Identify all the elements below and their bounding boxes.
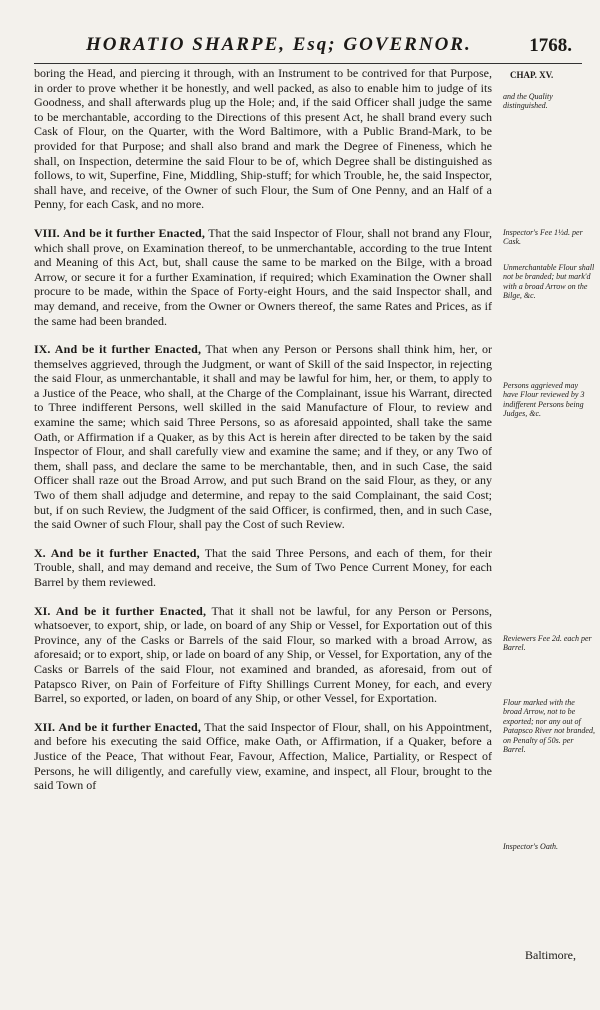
header-rule (34, 63, 582, 64)
body-text (34, 66, 492, 807)
paragraph-text: That the said Three Persons, and each of them, for their Trouble, shall, and may demand and receive, the Sum of Two Pence Current Money, for each Barrel by them reviewed. (34, 545, 493, 589)
section-number: X. (34, 545, 46, 560)
paragraph-text: That when any Person or Persons shall think him, her, or themselves aggrieved, through the Judgment, or want of Skill of the said Inspector, in rejecting the said Flour, as unmerchantable, it shall and may be lawful for him, her, or them, to apply to a Justice of the Peace, who shall, at the Charge of the Complainant, issue his Warrant, directed to Three indifferent Persons, well skilled in the said Manufacture of Flour, to review and examine the same; which said Three Persons, so as aforesaid appointed, shall take the same Oath, or Affirmation if a Quaker, as by this Act is herein after directed to be taken by the said Inspector of Flour, and shall carefully view and examine the same; and if they, or any Two of them, shall pass, and declare the same to be merchantable, then, and in such Case, the said Officer shall raze out the Broad Arrow, and put such Brand on the said Flour, as they, or any Two of them shall adjudge and determine, and repay to the said Complainant, the said Cost; but, if on such Review, the Judgment of the said Officer, is confirmed, then, and in such Case, the said Owner of such Flour, shall pay the Cost of such Review. (34, 342, 493, 532)
margin-note: Unmerchantable Flour shall not be branded; but mark'd with a broad Arrow on the Bilge, &c. (503, 263, 595, 301)
enacting-clause: And be it further Enacted, (58, 719, 202, 734)
margin-note: Flour marked with the broad Arrow, not to be exported; nor any out of Patapsco River not branded, on Penalty of 50s. per Barrel. (503, 698, 595, 755)
paragraph-text: That the said Inspector of Flour, shall, on his Appointment, and before his executing the said Office, make Oath, or Affirmation, if a Quaker, before a Justice of the Peace, That without Fear, Favour, Affection, Malice, Partiality, or Respect of Persons, he will diligently, and carefully view, examine, and inspect, all Flour, brought to the said Town of (34, 719, 493, 793)
catchword: Baltimore, (525, 948, 576, 962)
margin-note: Reviewers Fee 2d. each per Barrel. (503, 634, 592, 653)
enacting-clause: And be it further Enacted, (54, 342, 202, 357)
section-number: XI. (34, 603, 51, 618)
section-xii (34, 720, 492, 793)
paragraph-text: That it shall not be lawful, for any Person or Persons, whatsoever, to export, ship, or lade, on board of any Ship or Vessel, for Exportation out of this Province, any of the Casks or Barrels of the said Flour, so marked with a broad Arrow, as aforesaid; or to export, ship, or lade on board of any Ship, or Vessel, for Exportation, any of the Casks or Barrels of the said Flour, not examined and branded, as aforesaid, from out of Patapsco River, on Pain of Forfeiture of Fifty Shillings Current Money, for each, and every Barrel, so exported, or laden, on board of any Ship, or other Vessel, for Exportation. (34, 603, 493, 706)
margin-note: Inspector's Fee 1½d. per Cask. (503, 228, 583, 247)
margin-note: Inspector's Oath. (503, 842, 559, 851)
section-xi (34, 604, 492, 706)
enacting-clause: And be it further Enacted, (55, 603, 207, 618)
section-viii (34, 226, 492, 328)
running-header (36, 34, 584, 60)
section-number: VIII. (34, 225, 60, 240)
enacting-clause: And be it further Enacted, (63, 225, 206, 240)
margin-note: and the Quality distinguished. (503, 92, 553, 111)
margin-note: Persons aggrieved may have Flour reviewed by 3 indifferent Persons being Judges, &c. (503, 381, 585, 419)
chapter-label: CHAP. XV. (510, 70, 554, 80)
paragraph-continuation (34, 66, 492, 212)
section-ix (34, 342, 492, 532)
section-number: XII. (34, 719, 56, 734)
enacting-clause: And be it further Enacted, (50, 545, 200, 560)
header-year: 1768. (529, 35, 572, 56)
section-x (34, 546, 492, 590)
header-title: HORATIO SHARPE, Esq; GOVERNOR. (86, 34, 472, 55)
section-number: IX. (34, 342, 51, 357)
paragraph-text: boring the Head, and piercing it through, with an Instrument to be contrived for that Purpose, in order to prove whether it be honestly, and well packed, as also to enable him to judge of its Goodness, and shall afterwards plug up the Hole; and, if the said Officer shall judge the same to be merchantable, according to the Directions of this present Act, he shall brand every such Cask of Flour, on the Quarter, with the Word Baltimore, with a Public Brand-Mark, to be provided for that Purpose; and shall also brand and mark the Degree of Fineness, which he shall, on Inspection, determine the said Flour to be of, which Degree shall be distinguished as follows, to wit, Superfine, Fine, Middling, Ship-stuff; for which Trouble, he, the said Inspector, shall have, and receive, of the Owner of such Flour, the Sum of One Penny, and an Half of a Penny, for each Cask, and no more. (34, 66, 492, 212)
paragraph-text: That the said Inspector of Flour, shall not brand any Flour, which shall prove, on Examination thereof, to be unmerchantable, according to the true Intent and Meaning of this Act, but, shall cause the same to be marked on the Bilge, with a broad Arrow, or secure it for a further Examination, if required; which Examination the Owner shall procure to be made, within the Space of Forty-eight Hours, and the said Inspector shall, and may demand, and receive, from the Owner or Owners thereof, the same Rates and Prices, as if the same had been branded. (34, 225, 492, 328)
